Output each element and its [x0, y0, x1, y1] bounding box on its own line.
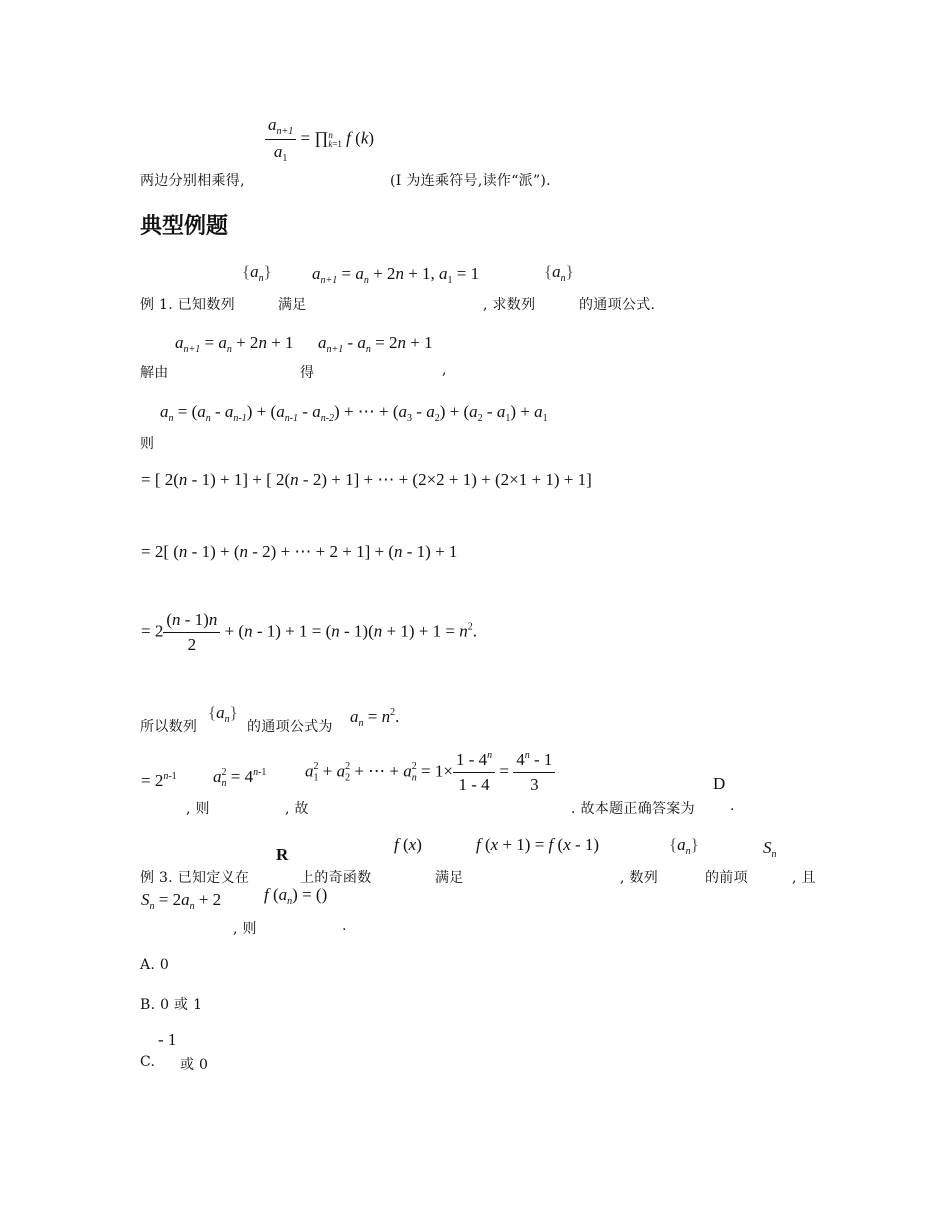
- ex2-answer: D: [713, 774, 726, 793]
- sol-eq1: $a_{n+1} = a_n + 2n + 1$: [175, 333, 294, 355]
- product-formula: $\frac{a_{n+1}}{a_1}$ = ∏n k=1 f (k): [265, 115, 374, 164]
- ex1-prefix: 例 1. 已知数列: [140, 297, 235, 313]
- ex1-seq-an-2: $\{a_n\}$: [544, 262, 574, 284]
- ex3-t5: , 且: [792, 870, 816, 886]
- intro-left-text: 两边分别相乘得,: [140, 173, 245, 189]
- option-a: A. 0: [140, 957, 170, 973]
- section-heading: 典型例题: [140, 214, 229, 239]
- ex3-R: R: [276, 845, 289, 864]
- ex2-answer-text: . 故本题正确答案为: [571, 801, 695, 817]
- sol-tongxiang: 的通项公式为: [247, 719, 333, 735]
- sol-comma: ,: [442, 362, 447, 378]
- sol-de: 得: [300, 365, 315, 381]
- ex3-seq-an: $\{a_n\}$: [669, 835, 699, 857]
- sol-telescope: $a_n = (a_n - a_{n-1}) + (a_{n-1} - a_{n-2})$ + ⋯ + $(a_3 - a_2) + (a_2 - a_1) + a_1$: [160, 402, 548, 424]
- ex3-dot: .: [342, 918, 347, 934]
- ex3-t1: 上的奇函数: [300, 870, 372, 886]
- ex3-condition: f (x + 1) = f (x - 1): [476, 835, 600, 854]
- ex3-t4: 的前项: [705, 870, 748, 886]
- sol-step1: = [ 2(n - 1) + 1] + [ 2(n - 2) + 1] + ⋯ + (2×2 + 1) + (2×1 + 1) + 1]: [141, 470, 592, 489]
- sol-step2: = 2[ (n - 1) + (n - 2) + ⋯ + 2 + 1] + (n - 1) + 1: [141, 542, 458, 561]
- option-c-or: 或 0: [180, 1057, 209, 1073]
- ex2-formula-3: $a_1^2 + a_2^2$ + ⋯ + $a_n^2 = 1\times$ $\frac{1 - 4^n}{1 - 4}$ = $\frac{4^n - 1}{3}$: [305, 750, 555, 795]
- ex3-f-an: f $(a_n)$ = (): [264, 885, 328, 907]
- ex3-t2: 满足: [435, 870, 464, 886]
- sol-eq2: $a_{n+1} - a_n = 2n + 1$: [318, 333, 433, 355]
- ex2-ze: , 则: [186, 801, 210, 817]
- ex1-mid1: 满足: [278, 297, 307, 313]
- ex2-dot: .: [730, 798, 735, 814]
- option-c-neg: - 1: [158, 1030, 177, 1049]
- ex3-ze: , 则: [233, 921, 257, 937]
- option-b: B. 0 或 1: [140, 997, 203, 1013]
- sol-suoyi: 所以数列: [140, 719, 198, 735]
- option-c-label: C.: [140, 1054, 156, 1070]
- ex3-Sn-eq: $S_n = 2a_n + 2$: [141, 890, 222, 912]
- ex1-mid2: , 求数列: [483, 297, 536, 313]
- sol-step3: = 2 $\frac{(n - 1)n}{2}$ + $(n - 1) + 1 = (n - 1)(n + 1) + 1 = n^2$.: [141, 610, 477, 654]
- ex3-t3: , 数列: [620, 870, 659, 886]
- ex1-end: 的通项公式.: [579, 297, 656, 313]
- intro-right-text: (I 为连乘符号,读作“派”).: [390, 173, 551, 189]
- ex1-seq-an: $\{a_n\}$: [242, 262, 272, 284]
- sol-result: $a_n = n^2$.: [350, 707, 400, 729]
- ex3-prefix: 例 3. 已知定义在: [140, 870, 250, 886]
- ex2-gu: , 故: [285, 801, 309, 817]
- ex3-Sn: $S_n$: [763, 838, 777, 860]
- ex2-formula-2: $a^2_n = 4^{n-1}$: [213, 767, 267, 789]
- sol-seq-an: $\{a_n\}$: [208, 703, 238, 725]
- ex3-fx: f (x): [394, 835, 422, 854]
- ex1-condition: $a_{n+1} = a_n + 2n + 1$, $a_1 = 1$: [312, 264, 480, 286]
- ex2-formula-1: = $2^{n-1}$: [141, 771, 177, 790]
- sol-ze: 则: [140, 436, 155, 452]
- sol-jieyou: 解由: [140, 365, 169, 381]
